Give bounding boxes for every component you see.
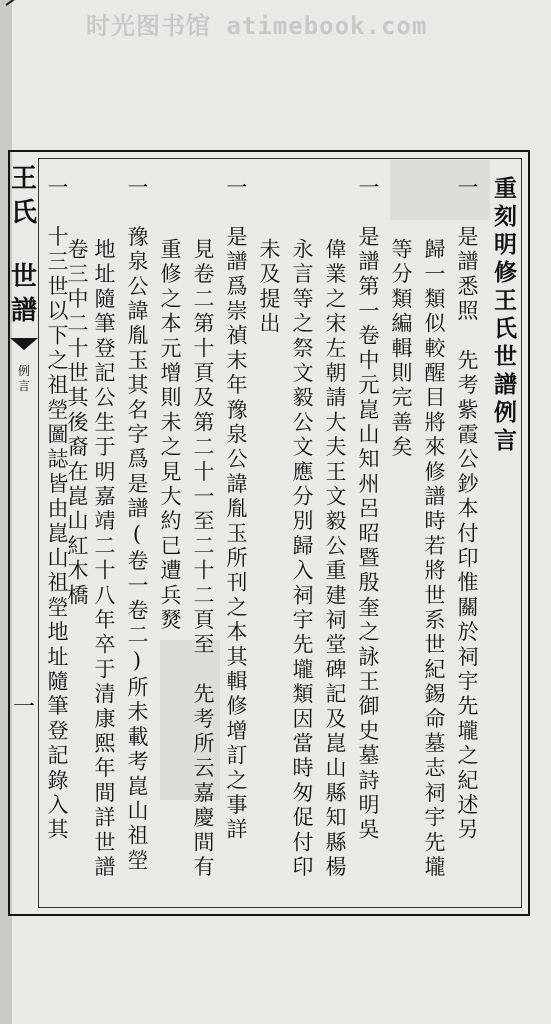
text-column: 地址隨筆登記公生于明嘉靖二十八年卒于清康熙年間詳世譜 <box>92 238 116 881</box>
text-column: 等分類編輯則完善矣 <box>389 238 413 461</box>
text-column: 一 是譜悉照 先考紫霞公鈔本付印惟關於祠宇先壠之紀述另 <box>455 176 479 843</box>
text-column: 永言等之祭文毅公文應分別歸入祠宇先壠類因當時匆促付印 <box>290 238 314 881</box>
text-column: 一 豫泉公諱胤玉其名字爲是譜(卷一卷二)所未載考崑山祖塋 <box>125 176 149 874</box>
center-column <box>8 150 40 916</box>
text-column: 一 十三世以下之祖塋圖誌皆由崑山祖塋地址隨筆登記錄入其 <box>45 176 69 843</box>
fishtail-mark <box>10 338 38 350</box>
text-column: 卷三中二十世其後裔在崑山紅木橋 <box>65 238 89 609</box>
watermark: 时光图书馆 atimebook.com <box>86 12 428 40</box>
text-column: 重修之本元增則未之見大約已遭兵燹 <box>158 238 182 634</box>
book-title-char: 氏 <box>10 198 37 228</box>
book-title-char: 世 <box>10 262 37 292</box>
document-title: 重刻明修王氏世譜例言 <box>490 176 517 456</box>
section-label: 例言 <box>17 364 30 393</box>
book-title-char: 王 <box>10 164 37 194</box>
text-column: 見卷二第十頁及第二十一至二十二頁至 先考所云嘉慶間有 <box>191 238 215 881</box>
text-column: 未及提出 <box>257 238 281 337</box>
text-column: 一 是譜爲崇禎末年豫泉公諱胤玉所刊之本其輯修增訂之事詳 <box>224 176 248 843</box>
book-title-char: 譜 <box>10 296 37 326</box>
text-column: 歸一類似較醒目將來修譜時若將世系世紀錫命墓志祠宇先壠 <box>422 238 446 881</box>
text-column: 一 是譜第一卷中元崑山知州呂昭暨殷奎之詠王御史墓詩明吳 <box>356 176 380 843</box>
text-column: 偉業之宋左朝請大夫王文毅公重建祠堂碑記及崑山縣知縣楊 <box>323 238 347 881</box>
page-number: 一 <box>12 695 35 720</box>
